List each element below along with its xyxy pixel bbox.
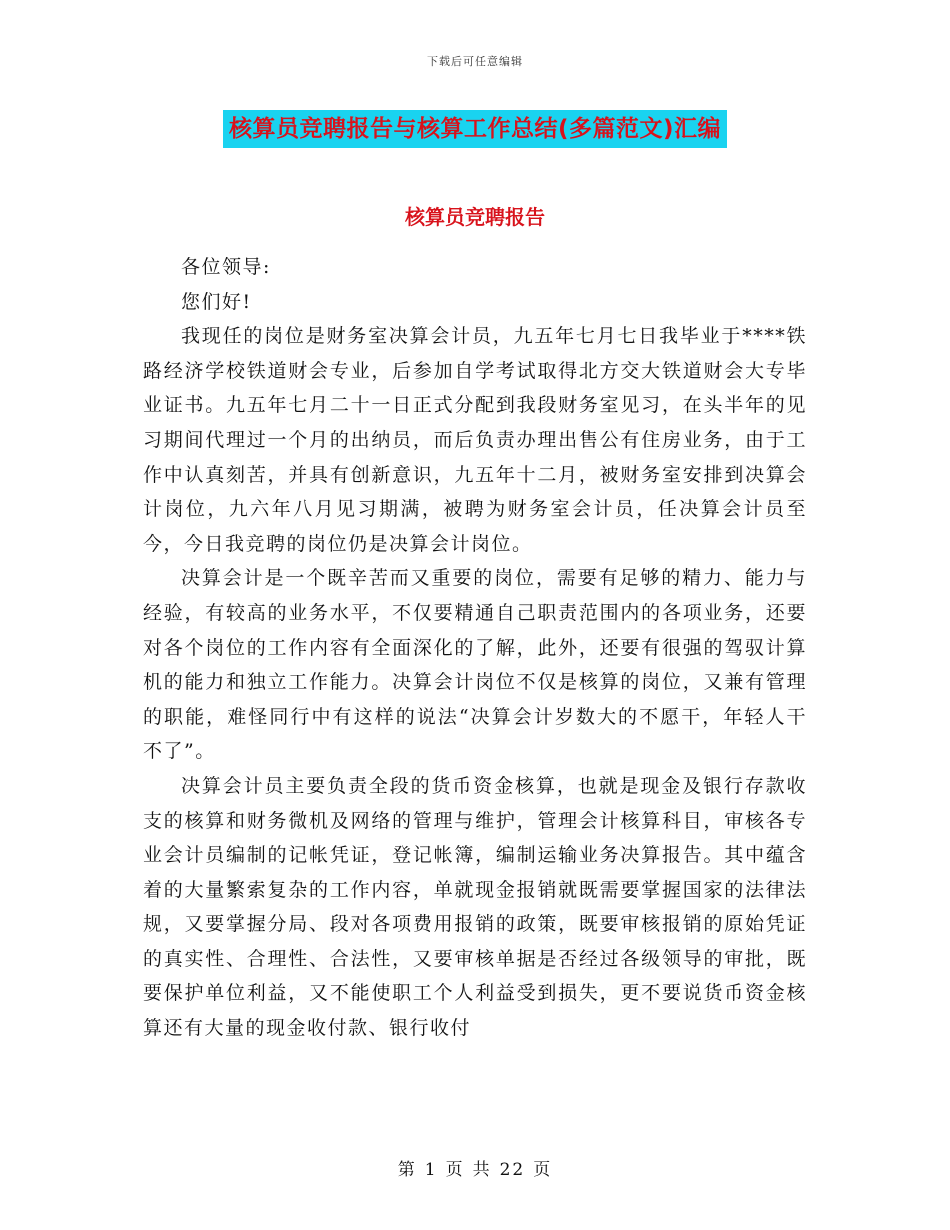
current-page-number: 1 xyxy=(424,1160,438,1180)
paragraph: 决算会计员主要负责全段的货币资金核算，也就是现金及银行存款收支的核算和财务微机及网络的管理与维护，管理会计核算科目，审核各专业会计员编制的记帐凭证，登记帐簿，编制运输业务决算报告。其中蕴含着的大量繁索复杂的工作内容，单就现金报销就既需要掌握国家的法律法规，又要掌握分局、段对各项费用报销的政策，既要审核报销的原始凭证的真实性、合理性、合法性，又要审核单据是否经过各级领导的审批，既要保护单位利益，又不能使职工个人利益受到损失，更不要说货币资金核算还有大量的现金收付款、银行收付 xyxy=(143,774,807,1040)
paragraph: 我现任的岗位是财务室决算会计员，九五年七月七日我毕业于****铁路经济学校铁道财会专业，后参加自学考试取得北方交大铁道财会大专毕业证书。九五年七月二十一日正式分配到我段财务室见习，在头半年的见习期间代理过一个月的出纳员，而后负责办理出售公有住房业务，由于工作中认真刻苦，并具有创新意识，九五年十二月，被财务室安排到决算会计岗位，九六年八月见习期满，被聘为财务室会计员，任决算会计员至今，今日我竞聘的岗位仍是决算会计岗位。 xyxy=(143,325,807,555)
footer-label-page: 第 xyxy=(397,1160,417,1180)
footer-label-unit2: 页 xyxy=(533,1160,553,1180)
footer-label-total: 共 xyxy=(472,1160,492,1180)
salutation: 各位领导: xyxy=(181,256,271,278)
main-title: 核算员竞聘报告与核算工作总结(多篇范文)汇编 xyxy=(223,110,727,148)
footer-label-unit: 页 xyxy=(445,1160,465,1180)
main-title-container xyxy=(0,110,950,148)
paragraph: 决算会计是一个既辛苦而又重要的岗位，需要有足够的精力、能力与经验，有较高的业务水平，不仅要精通自己职责范围内的各项业务，还要对各个岗位的工作内容有全面深化的了解，此外，还要有很强的驾驭计算机的能力和独立工作能力。决算会计岗位不仅是核算的岗位，又兼有管理的职能，难怪同行中有这样的说法“决算会计岁数大的不愿干，年轻人干不了”。 xyxy=(143,567,807,763)
sub-title: 核算员竞聘报告 xyxy=(405,205,545,229)
header-note: 下载后可任意编辑 xyxy=(427,55,523,68)
document-body xyxy=(143,250,807,1046)
total-pages-number: 22 xyxy=(499,1160,526,1180)
page-footer xyxy=(0,1155,950,1180)
greeting: 您们好! xyxy=(181,290,252,313)
